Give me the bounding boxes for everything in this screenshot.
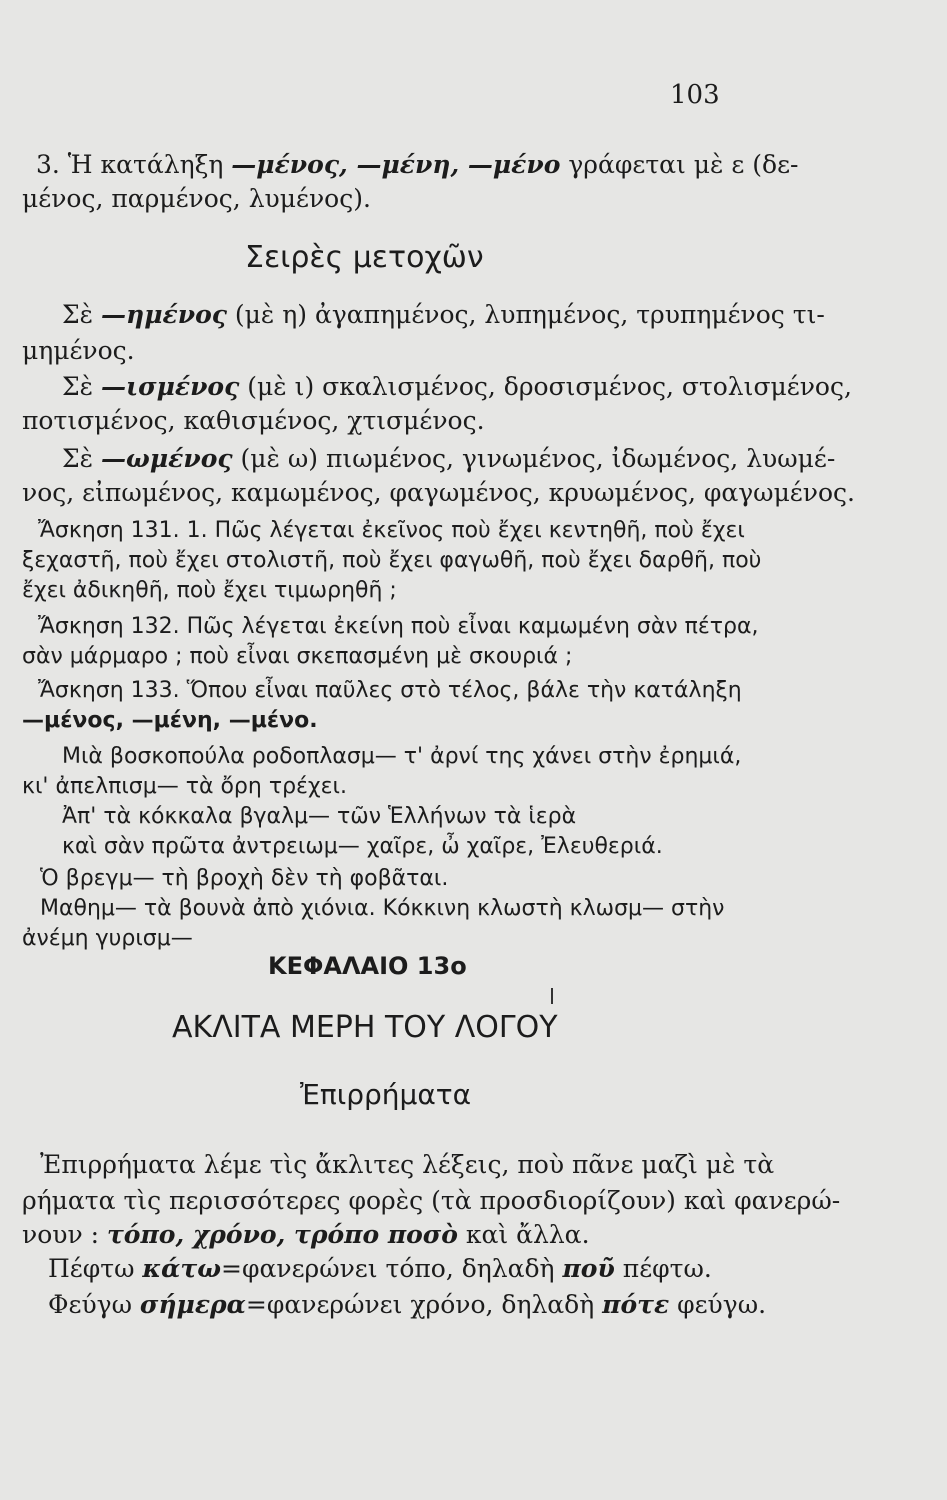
- example-pre: Φεύγω: [48, 1290, 140, 1319]
- exercise-133-line-2: —μένος, —μένη, —μένο.: [22, 708, 318, 733]
- example-question: πότε: [602, 1290, 670, 1319]
- intro-post: καὶ ἄλλα.: [457, 1220, 590, 1249]
- rule-3-line-2: μένος, παρμένος, λυμένος).: [22, 184, 371, 213]
- series-2-line-1: [62, 372, 852, 402]
- exercise-133-line-1: Ἄσκηση 133. Ὅπου εἶναι παῦλες στὸ τέλος, βάλε τὴν κατάληξη: [38, 678, 742, 703]
- intro-pre: νουν :: [22, 1220, 107, 1249]
- example-word: κάτω: [142, 1254, 222, 1283]
- rule-3-prefix: 3. Ἡ κατάληξη: [36, 150, 232, 179]
- poem-line: ἀνέμη γυρισμ—: [22, 926, 193, 951]
- exercise-131-line-3: ἔχει ἀδικηθῆ, ποὺ ἔχει τιμωρηθῆ ;: [22, 578, 397, 603]
- series-text: (μὲ η) ἀγαπημένος, λυπημένος, τρυπημένος τι-: [226, 300, 825, 329]
- example-word: σήμερα: [139, 1290, 246, 1319]
- poem-line: Μιὰ βοσκοπούλα ροδοπλασμ— τ' ἀρνί της χάνει στὴν ἐρημιά,: [62, 744, 742, 769]
- rule-3-suffix: γράφεται μὲ ε (δε-: [560, 150, 799, 179]
- example-line-1: [48, 1254, 712, 1284]
- example-mid: =φανερώνει χρόνο, δηλαδὴ: [245, 1290, 603, 1319]
- poem-line: Ἀπ' τὰ κόκκαλα βγαλμ— τῶν Ἑλλήνων τὰ ἱερὰ: [62, 804, 577, 829]
- example-pre: Πέφτω: [48, 1254, 143, 1283]
- page-number: 103: [670, 80, 720, 110]
- series-ending: —ημένος: [101, 300, 227, 329]
- series-1-line-2: μημένος.: [22, 336, 135, 365]
- poem-line: κι' ἀπελπισμ— τὰ ὄρη τρέχει.: [22, 774, 347, 799]
- intro-line-3: [22, 1220, 590, 1250]
- example-line-2: [48, 1290, 766, 1320]
- series-label: Σὲ: [62, 300, 102, 329]
- intro-line-1: Ἐπιρρήματα λέμε τὶς ἄκλιτες λέξεις, ποὺ πᾶνε μαζὶ μὲ τὰ: [40, 1150, 775, 1179]
- series-2-line-2: ποτισμένος, καθισμένος, χτισμένος.: [22, 406, 485, 435]
- exercise-132-line-1: Ἄσκηση 132. Πῶς λέγεται ἐκείνη ποὺ εἶναι καμωμένη σὰν πέτρα,: [38, 614, 759, 639]
- poem-line: Ὁ βρεγμ— τὴ βροχὴ δὲν τὴ φοβᾶται.: [40, 866, 449, 891]
- chapter-label: ΚΕΦΑΛΑΙΟ 13ο: [268, 952, 467, 980]
- series-text: (μὲ ι) σκαλισμένος, δροσισμένος, στολισμένος,: [239, 372, 852, 401]
- intro-bold: τόπο, χρόνο, τρόπο ποσὸ: [106, 1220, 458, 1249]
- series-text: (μὲ ω) πιωμένος, γινωμένος, ἰδωμένος, λυωμέ-: [232, 444, 836, 473]
- intro-line-2: ρήματα τὶς περισσότερες φορὲς (τὰ προσδιορίζουν) καὶ φανερώ-: [22, 1186, 841, 1215]
- series-1-line-1: [62, 300, 825, 330]
- example-post: φεύγω.: [669, 1290, 767, 1319]
- series-3-line-2: νος, εἰπωμένος, καμωμένος, φαγωμένος, κρυωμένος, φαγωμένος.: [22, 478, 855, 507]
- series-label: Σὲ: [62, 444, 102, 473]
- series-3-line-1: [62, 444, 835, 474]
- section-title: Ἐπιρρήματα: [300, 1078, 472, 1111]
- example-question: ποῦ: [562, 1254, 615, 1283]
- rule-3-line-1: [36, 150, 799, 180]
- example-mid: =φανερώνει τόπο, δηλαδὴ: [221, 1254, 563, 1283]
- stray-mark: [551, 988, 553, 1004]
- series-heading: Σειρὲς μετοχῶν: [245, 240, 484, 275]
- chapter-title: ΑΚΛΙΤΑ ΜΕΡΗ ΤΟΥ ΛΟΓΟΥ: [172, 1010, 558, 1045]
- example-post: πέφτω.: [614, 1254, 712, 1283]
- series-ending: —ωμένος: [101, 444, 233, 473]
- series-ending: —ισμένος: [101, 372, 240, 401]
- exercise-132-line-2: σὰν μάρμαρο ; ποὺ εἶναι σκεπασμένη μὲ σκουριά ;: [22, 644, 573, 669]
- poem-line: καὶ σὰν πρῶτα ἀντρειωμ— χαῖρε, ὦ χαῖρε, Ἐλευθεριά.: [62, 834, 663, 859]
- exercise-131-line-1: Ἄσκηση 131. 1. Πῶς λέγεται ἐκεῖνος ποὺ ἔχει κεντηθῆ, ποὺ ἔχει: [38, 518, 745, 543]
- series-label: Σὲ: [62, 372, 102, 401]
- rule-3-endings: —μένος, —μένη, —μένο: [231, 150, 561, 179]
- exercise-131-line-2: ξεχαστῆ, ποὺ ἔχει στολιστῆ, ποὺ ἔχει φαγωθῆ, ποὺ ἔχει δαρθῆ, ποὺ: [22, 548, 762, 573]
- poem-line: Μαθημ— τὰ βουνὰ ἀπὸ χιόνια. Κόκκινη κλωστὴ κλωσμ— στὴν: [40, 896, 725, 921]
